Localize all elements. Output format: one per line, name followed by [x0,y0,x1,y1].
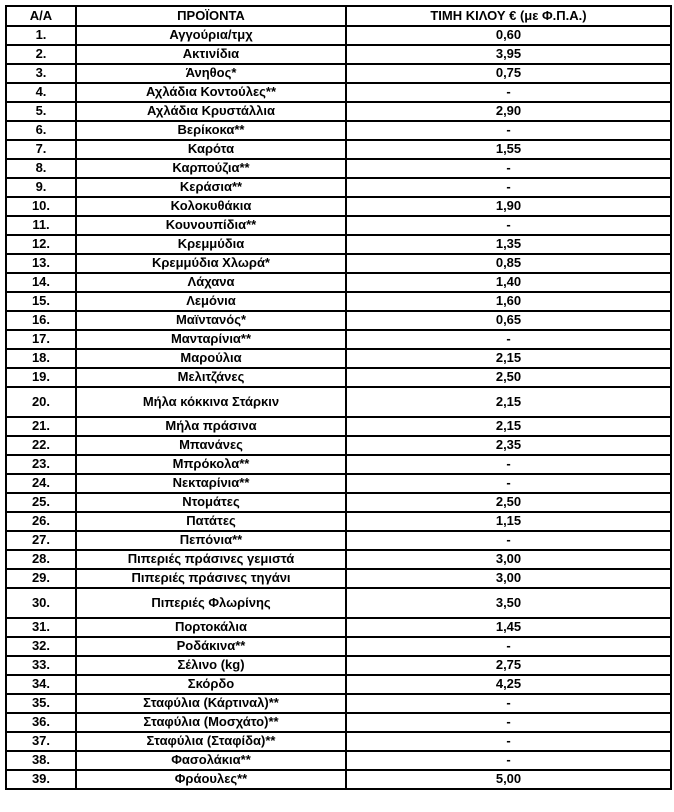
header-cell-price: ΤΙΜΗ ΚΙΛΟΥ € (με Φ.Π.Α.) [346,6,671,26]
product-cell: Πιπεριές πράσινες τηγάνι [76,569,346,588]
product-cell: Καρπούζια** [76,159,346,178]
product-cell: Νεκταρίνια** [76,474,346,493]
price-cell: 3,95 [346,45,671,64]
header-cell-number: Α/Α [6,6,76,26]
row-number-cell: 19. [6,368,76,387]
row-number-cell: 36. [6,713,76,732]
table-row [6,569,671,588]
price-cell: 1,35 [346,235,671,254]
price-cell: 3,00 [346,569,671,588]
price-cell: - [346,694,671,713]
product-cell: Σκόρδο [76,675,346,694]
price-cell: 1,60 [346,292,671,311]
table-row [6,512,671,531]
table-row [6,455,671,474]
table-row [6,675,671,694]
table-row [6,330,671,349]
product-cell: Μαϊντανός* [76,311,346,330]
row-number-cell: 23. [6,455,76,474]
product-cell: Πορτοκάλια [76,618,346,637]
table-header [6,6,671,26]
price-cell: 2,35 [346,436,671,455]
row-number-cell: 33. [6,656,76,675]
price-cell: 2,90 [346,102,671,121]
product-cell: Σταφύλια (Κάρτιναλ)** [76,694,346,713]
table-row [6,637,671,656]
price-cell: 1,45 [346,618,671,637]
product-cell: Καρότα [76,140,346,159]
table-row [6,618,671,637]
table-row [6,550,671,569]
product-cell: Αγγούρια/τμχ [76,26,346,45]
table-row [6,292,671,311]
product-cell: Μελιτζάνες [76,368,346,387]
table-row [6,436,671,455]
table-row [6,26,671,45]
price-cell: 1,40 [346,273,671,292]
row-number-cell: 31. [6,618,76,637]
table-row [6,493,671,512]
table-row [6,45,671,64]
product-cell: Ροδάκινα** [76,637,346,656]
product-cell: Πεπόνια** [76,531,346,550]
table-row [6,64,671,83]
product-cell: Λεμόνια [76,292,346,311]
row-number-cell: 34. [6,675,76,694]
row-number-cell: 16. [6,311,76,330]
product-cell: Μανταρίνια** [76,330,346,349]
price-cell: 1,15 [346,512,671,531]
product-cell: Αχλάδια Κρυστάλλια [76,102,346,121]
table-row [6,121,671,140]
price-cell: - [346,531,671,550]
table-row [6,368,671,387]
table-row [6,311,671,330]
header-cell-product: ΠΡΟΪΟΝΤΑ [76,6,346,26]
product-cell: Σέλινο (kg) [76,656,346,675]
table-row [6,751,671,770]
row-number-cell: 20. [6,387,76,417]
product-cell: Σταφύλια (Σταφίδα)** [76,732,346,751]
row-number-cell: 13. [6,254,76,273]
price-cell: - [346,178,671,197]
price-cell: - [346,637,671,656]
row-number-cell: 4. [6,83,76,102]
row-number-cell: 14. [6,273,76,292]
table-row [6,656,671,675]
table-row [6,140,671,159]
price-cell: 2,15 [346,349,671,368]
table-row [6,770,671,789]
product-cell: Κολοκυθάκια [76,197,346,216]
row-number-cell: 10. [6,197,76,216]
row-number-cell: 18. [6,349,76,368]
product-cell: Κρεμμύδια [76,235,346,254]
product-cell: Φασολάκια** [76,751,346,770]
price-cell: 2,50 [346,368,671,387]
table-row [6,713,671,732]
product-cell: Φράουλες** [76,770,346,789]
price-cell: 2,75 [346,656,671,675]
product-cell: Μήλα κόκκινα Στάρκιν [76,387,346,417]
price-cell: - [346,216,671,235]
table-row [6,732,671,751]
table-row [6,197,671,216]
row-number-cell: 21. [6,417,76,436]
price-cell: 0,85 [346,254,671,273]
row-number-cell: 26. [6,512,76,531]
price-cell: 4,25 [346,675,671,694]
table-row [6,417,671,436]
product-cell: Σταφύλια (Μοσχάτο)** [76,713,346,732]
table-row [6,216,671,235]
product-cell: Μπανάνες [76,436,346,455]
product-cell: Μήλα πράσινα [76,417,346,436]
price-cell: 0,60 [346,26,671,45]
price-cell: 3,00 [346,550,671,569]
row-number-cell: 28. [6,550,76,569]
price-cell: 5,00 [346,770,671,789]
table-body [6,26,671,789]
table-row [6,694,671,713]
price-cell: - [346,121,671,140]
price-cell: 2,15 [346,417,671,436]
row-number-cell: 35. [6,694,76,713]
table-row [6,474,671,493]
row-number-cell: 5. [6,102,76,121]
product-cell: Πατάτες [76,512,346,531]
row-number-cell: 2. [6,45,76,64]
price-cell: - [346,159,671,178]
table-row [6,235,671,254]
product-cell: Ντομάτες [76,493,346,512]
price-cell: 2,15 [346,387,671,417]
row-number-cell: 24. [6,474,76,493]
price-cell: 0,65 [346,311,671,330]
row-number-cell: 25. [6,493,76,512]
product-cell: Αχλάδια Κοντούλες** [76,83,346,102]
product-cell: Ακτινίδια [76,45,346,64]
table-row [6,159,671,178]
product-price-table [5,5,672,790]
price-cell: - [346,330,671,349]
product-cell: Μαρούλια [76,349,346,368]
row-number-cell: 29. [6,569,76,588]
row-number-cell: 11. [6,216,76,235]
product-cell: Κεράσια** [76,178,346,197]
price-cell: - [346,455,671,474]
row-number-cell: 38. [6,751,76,770]
price-cell: - [346,751,671,770]
table-row [6,349,671,368]
row-number-cell: 17. [6,330,76,349]
table-row [6,387,671,417]
product-cell: Πιπεριές Φλωρίνης [76,588,346,618]
price-cell: - [346,83,671,102]
price-cell: 2,50 [346,493,671,512]
price-cell: - [346,474,671,493]
row-number-cell: 9. [6,178,76,197]
row-number-cell: 6. [6,121,76,140]
row-number-cell: 8. [6,159,76,178]
row-number-cell: 37. [6,732,76,751]
product-cell: Πιπεριές πράσινες γεμιστά [76,550,346,569]
row-number-cell: 1. [6,26,76,45]
table-row [6,83,671,102]
row-number-cell: 15. [6,292,76,311]
row-number-cell: 22. [6,436,76,455]
price-cell: - [346,732,671,751]
product-cell: Κουνουπίδια** [76,216,346,235]
price-cell: - [346,713,671,732]
row-number-cell: 7. [6,140,76,159]
price-cell: 0,75 [346,64,671,83]
table-row [6,273,671,292]
product-cell: Κρεμμύδια Χλωρά* [76,254,346,273]
product-cell: Βερίκοκα** [76,121,346,140]
row-number-cell: 32. [6,637,76,656]
row-number-cell: 3. [6,64,76,83]
table-row [6,178,671,197]
row-number-cell: 27. [6,531,76,550]
price-cell: 1,90 [346,197,671,216]
table-row [6,254,671,273]
product-cell: Άνηθος* [76,64,346,83]
table-row [6,531,671,550]
product-cell: Λάχανα [76,273,346,292]
row-number-cell: 39. [6,770,76,789]
header-row [6,6,671,26]
row-number-cell: 30. [6,588,76,618]
row-number-cell: 12. [6,235,76,254]
table-row [6,588,671,618]
price-cell: 3,50 [346,588,671,618]
price-cell: 1,55 [346,140,671,159]
table-row [6,102,671,121]
product-cell: Μπρόκολα** [76,455,346,474]
